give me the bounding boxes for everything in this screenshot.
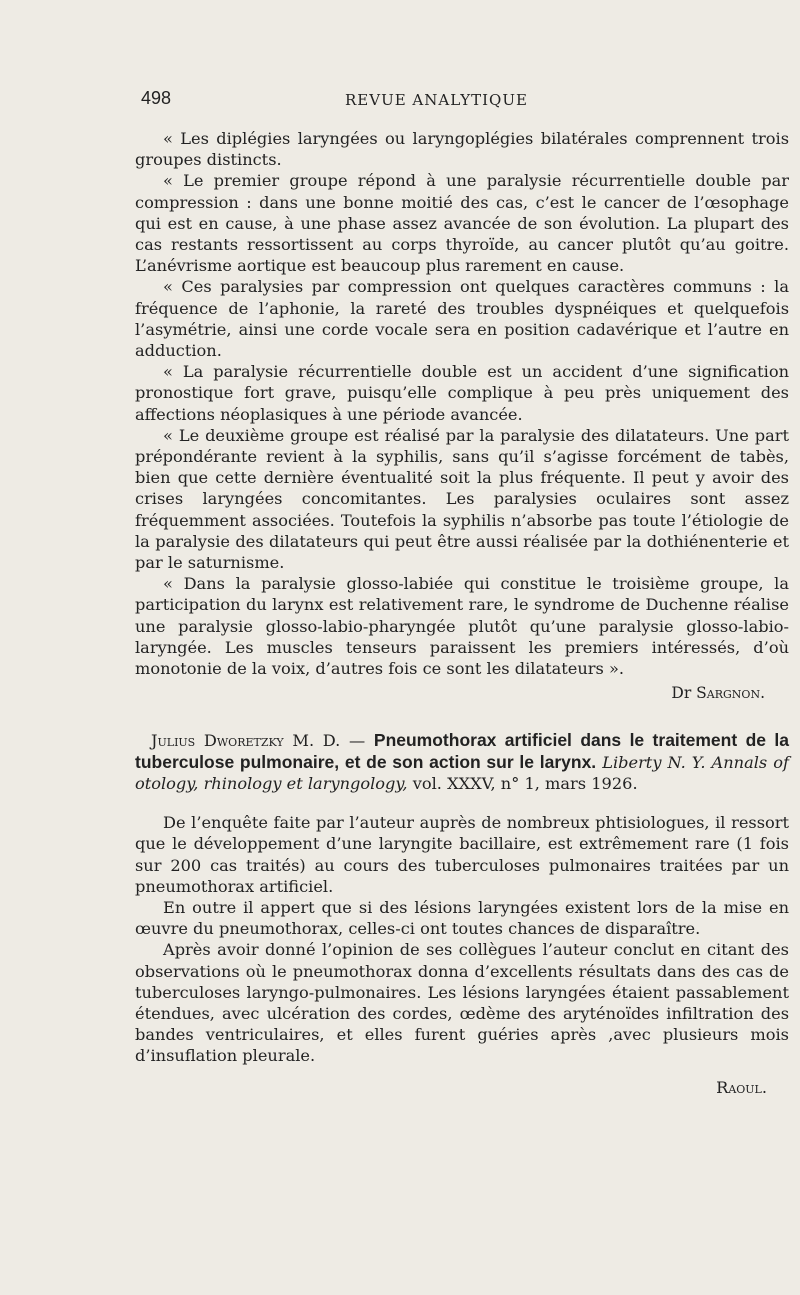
paragraph: Après avoir donné l’opinion de ses collègues l’auteur conclut en citant des observations où le pneumothorax donna d’excellents résultats dans des cas de tuberculoses laryngo-pulmonaires. Les lésions laryngées étaient passablement étendues, avec ulcération des cordes, œdème des aryténoïdes infiltration des bandes ventriculaires, et elles furent guéries après ,avec plusieurs mois d’insuflation pleurale. (135, 940, 789, 1066)
author-name: Julius Dworetzky (151, 731, 284, 751)
running-title: REVUE ANALYTIQUE (345, 91, 528, 109)
journal-volume: vol. XXXV, n° 1, mars 1926. (412, 773, 638, 793)
paragraph: « Ces paralysies par compression ont quelques caractères communs : la fréquence de l’aphonie, la rareté des troubles dyspnéiques et quelquefois l’asymétrie, ainsi une corde vocale sera en position cadavérique et l’autre en adduction. (135, 277, 789, 361)
signature-prefix: Dr (671, 684, 692, 703)
paragraph: « La paralysie récurrentielle double est un accident d’une signification pronostique fort grave, puisqu’elle complique à peu près uniquement des affections néoplasiques à une période avancée. (135, 362, 789, 424)
paragraph: « Les diplégies laryngées ou laryngoplégies bilatérales comprennent trois groupes distincts. (135, 129, 789, 170)
article-title: Pneumothorax artificiel dans le traitement de la tuberculose pulmonaire, et de son action sur le larynx. (135, 730, 789, 772)
paragraph: En outre il appert que si des lésions laryngées existent lors de la mise en œuvre du pneumothorax, celles-ci ont toutes chances de disparaître. (135, 897, 789, 939)
author-suffix: M. D. — (292, 731, 366, 751)
page-header (135, 88, 789, 116)
review-body-2 (135, 812, 789, 1098)
paragraph: « Le premier groupe répond à une paralysie récurrentielle double par compression : dans une bonne moitié des cas, c’est le cancer de l’œsophage qui est en cause, à une phase assez avancée de son évolution. La plupart des cas restants ressortissent au corps thyroïde, au cancer plutôt qu’au goitre. L’anévrisme aortique est beaucoup plus rarement en cause. (135, 171, 789, 276)
paragraph: De l’enquête faite par l’auteur auprès de nombreux phtisiologues, il ressort que le développement d’une laryngite bacillaire, est extrêmement rare (1 fois sur 200 cas traités) au cours des tuberculoses pulmonaires traitées par un pneumothorax artificiel. (135, 813, 789, 896)
paragraph: « Le deuxième groupe est réalisé par la paralysie des dilatateurs. Une part prépondérante revient à la syphilis, sans qu’il s’agisse forcément de tabès, bien que cette dernière éventualité soit la plus fréquente. Il peut y avoir des crises laryngées concomitantes. Les paralysies oculaires sont assez fréquemment associées. Toutefois la syphilis n’absorbe pas toute l’étiologie de la paralysie des dilatateurs qui peut être aussi réalisée par la dothiénenterie et par le saturnisme. (135, 425, 789, 573)
review-section-2 (135, 730, 789, 794)
signature-sargnon (135, 683, 789, 704)
bibliographic-heading (135, 730, 789, 794)
journal-page (135, 88, 789, 1098)
page-number: 498 (141, 88, 172, 108)
paragraph: « Dans la paralysie glosso-labiée qui constitue le troisième groupe, la participation du larynx est relativement rare, le syndrome de Duchenne réalise une paralysie glosso-labio-pharyngée plutôt qu’une paralysie glosso-labio-laryngée. Les muscles tenseurs paraissent les premiers intéressés, d’où monotonie de la voix, d’autres fois ce sont les dilatateurs ». (135, 574, 789, 679)
journal-name: Liberty N. Y. Annals of otology, rhinology et laryngology, (135, 752, 789, 793)
review-section-1 (135, 128, 789, 704)
signature-raoul: Raoul. (716, 1077, 767, 1097)
signature-name: Sargnon. (696, 684, 765, 703)
